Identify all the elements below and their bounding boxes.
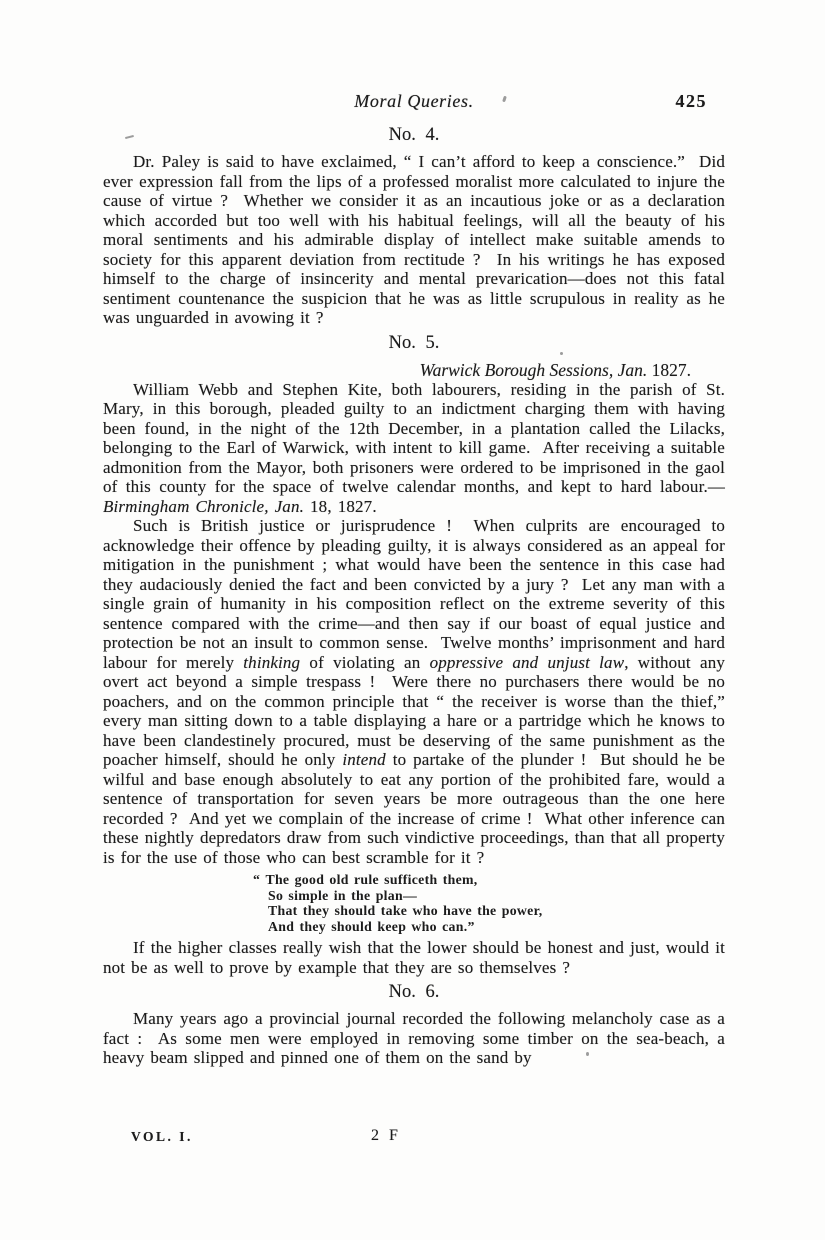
text-column [103,90,725,1068]
verse-line: That they should take who have the power, [268,903,543,918]
body-text: If the higher classes really wish that the lower should be honest and just, would it not be as well to prove by example that they are so themselves ? [103,938,725,977]
paragraph [103,938,725,977]
scan-artifact [586,1052,589,1056]
volume-label: VOL. I. [131,1129,193,1144]
page-number: 425 [675,91,707,111]
printers-signature-mark: 2 F [371,1127,401,1144]
scan-artifact [560,352,563,355]
paragraph [103,1009,725,1068]
running-header-title: Moral Queries. [354,91,474,111]
body-text: Such is British justice or jurisprudence ! When culprits are encouraged to acknowledge their offence by pleading guilty, it is always considered as an appeal for mitigation in the punishment ; what would have been the sentence in this case had they audaciously denied the fact and been convicted by a jury ? Let any man with a single grain of humanity in his composition reflect on the extreme severity of this sentence compared with the crime—and then say if our boast of equal justice and protection be not an insult to common sense. Twelve months’ imprisonment and hard labour for merely [103,516,725,672]
emphasized-text: Birmingham Chronicle, Jan. [103,496,305,516]
page-footer [103,1127,725,1147]
section-heading: No. 5. [388,332,440,353]
body-text: of violating an [300,652,430,672]
body-text: Dr. Paley is said to have exclaimed, “ I can’t afford to keep a conscience.” Did ever expression fall from the lips of a professed moralist more calculated to injure the cause of virtue ? Whether we consider it as an incautious joke or as a declaration which accorded but too well with his habitual feelings, will all the beauty of his moral sentiments and his admirable display of intellect make suitable amends to society for this apparent deviation from rectitude ? In his writings he has exposed himself to the charge of insincerity and mental prevarication—does not this fatal sentiment countenance the suspicion that he was as little scrupulous in reality as he was unguarded in avowing it ? [103,152,725,327]
emphasized-text: Warwick Borough Sessions, Jan. [419,359,648,380]
verse-quote [253,872,725,934]
emphasized-text: intend [342,750,386,769]
verse-line: So simple in the plan— [268,887,418,903]
section-heading: No. 4. [388,125,440,145]
section-heading: No. 6. [388,982,440,1002]
running-header [103,90,725,112]
body-text: , without any overt act beyond a simple trespass ! Were there no purchasers there would be no poachers, and on the common principle that “ the receiver is worse than the thief,” every man sitting down to a table displaying a hare or a partridge which he knows to have been clandestinely procured, must be deserving of the same punishment as the poacher himself, should he only [103,652,725,769]
page-body [103,124,725,1068]
paragraph [103,152,725,328]
verse-line: “ The good old rule sufficeth them, [253,872,478,887]
emphasized-text: oppressive and unjust law [429,652,625,672]
body-text: to partake of the plunder ! But should he be wilful and base enough absolutely to eat any portion of the prohibited fare, would a sentence of transportation for seven years be more outrageous than the one here recorded ? And yet we complain of the increase of crime ! What other inference can these nightly depredators draw from such vindictive proceedings, than that all property is for the use of those who can best scramble for it ? [103,750,725,867]
body-text: Many years ago a provincial journal recorded the following melancholy case as a fact : As some men were employed in removing some timber on the sea-beach, a heavy beam slipped and pinned one of them on the sand by [103,1009,725,1067]
body-text: 1827. [647,359,691,380]
paragraph [103,516,725,867]
body-text: William Webb and Stephen Kite, both labourers, residing in the parish of St. Mary, in this borough, pleaded guilty to an indictment charging them with having been found, in the night of the 12th December, in a plantation called the Lilacks, belonging to the Earl of Warwick, with intent to kill game. After receiving a suitable admonition from the Mayor, both prisoners were ordered to be imprisoned in the gaol of this county for the space of twelve calendar months, and kept to hard labour.— [103,379,725,496]
body-text: 18, 1827. [304,496,377,516]
dateline [103,360,725,380]
paragraph [103,380,725,517]
emphasized-text: thinking [243,652,301,672]
verse-line: And they should keep who can.” [268,918,475,934]
